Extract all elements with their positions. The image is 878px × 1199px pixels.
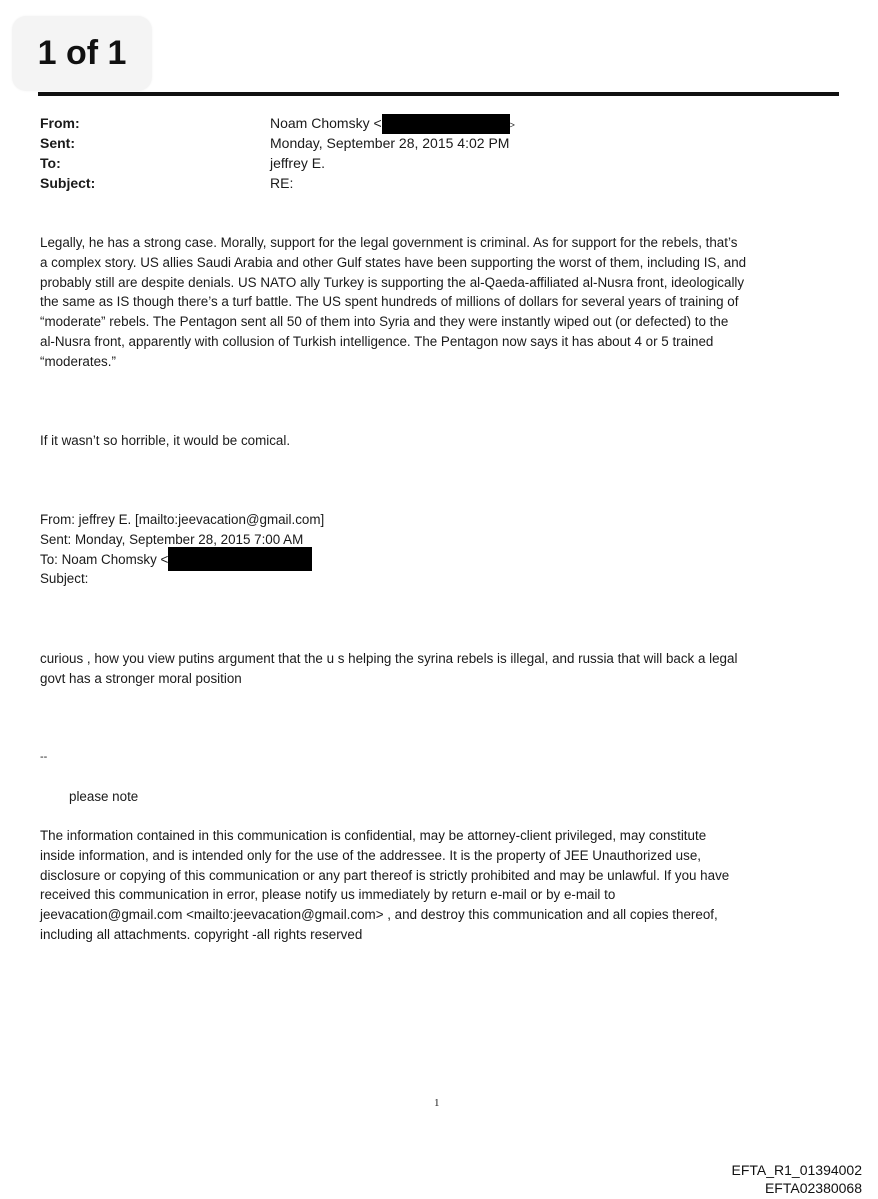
quoted-body bbox=[40, 649, 840, 689]
page-indicator-badge: 1 of 1 bbox=[12, 16, 152, 91]
body-line: a complex story. US allies Saudi Arabia and other Gulf states have been supporting the worst of them, including IS, and bbox=[40, 254, 747, 270]
sent-label: Sent: bbox=[40, 135, 75, 151]
body-line: “moderates.” bbox=[40, 353, 116, 369]
subject-value: RE: bbox=[270, 175, 294, 191]
body-line: probably still are despite denials. US NATO ally Turkey is supporting the al-Qaeda-affiliated al-Nusra front, ideologically bbox=[40, 274, 745, 290]
disclaimer-line: received this communication in error, please notify us immediately by return e-mail or by e-mail to bbox=[40, 887, 616, 903]
redaction-bar bbox=[168, 547, 312, 571]
body-line: “moderate” rebels. The Pentagon sent all 50 of them into Syria and they were instantly wiped out (or defected) to the bbox=[40, 314, 729, 330]
disclaimer-line: The information contained in this communication is confidential, may be attorney-client privileged, may constitute bbox=[40, 828, 707, 843]
note-line: please note bbox=[69, 789, 139, 804]
closing-line: If it wasn’t so horrible, it would be comical. bbox=[40, 433, 291, 448]
disclaimer bbox=[40, 826, 840, 945]
disclaimer-line: including all attachments. copyright -all rights reserved bbox=[40, 926, 363, 942]
page-number: 1 bbox=[434, 1097, 440, 1109]
doc-id-primary: EFTA_R1_01394002 bbox=[731, 1162, 862, 1178]
from-label: From: bbox=[40, 115, 80, 131]
signature-note bbox=[69, 787, 869, 807]
quoted-to-text: To: Noam Chomsky < bbox=[40, 551, 169, 567]
sent-row bbox=[40, 133, 840, 153]
from-sender: Noam Chomsky < bbox=[270, 115, 382, 131]
quoted-from: From: jeffrey E. [mailto:jeevacation@gmail.com] bbox=[40, 512, 325, 527]
from-value bbox=[270, 113, 515, 135]
reply-closing bbox=[40, 431, 840, 451]
dash-separator: -- bbox=[40, 751, 48, 763]
disclaimer-line: inside information, and is intended only for the use of the addressee. It is the property of JEE Unauthorized use, bbox=[40, 847, 701, 863]
quoted-header bbox=[40, 510, 840, 589]
to-label: To: bbox=[40, 155, 61, 171]
quoted-subject: Subject: bbox=[40, 571, 89, 587]
quoted-to bbox=[40, 550, 840, 570]
subject-label: Subject: bbox=[40, 175, 96, 191]
quoted-line: curious , how you view putins argument that the u s helping the syrina rebels is illegal, and russia that will back a legal bbox=[40, 651, 738, 666]
signature-dashes bbox=[40, 748, 840, 768]
header-divider bbox=[38, 92, 839, 96]
reply-body bbox=[40, 233, 840, 372]
from-row bbox=[40, 113, 840, 133]
to-value: jeffrey E. bbox=[270, 155, 325, 171]
sent-value: Monday, September 28, 2015 4:02 PM bbox=[270, 135, 510, 151]
body-line: the same as IS though there’s a turf battle. The US spent hundreds of millions of dollars for several years of training of bbox=[40, 294, 739, 310]
redaction-bar bbox=[382, 114, 510, 134]
quoted-line: govt has a stronger moral position bbox=[40, 670, 242, 686]
from-sender-tail: > bbox=[509, 120, 515, 130]
disclaimer-line: disclosure or copying of this communication or any part thereof is strictly prohibited and may be unlawful. If you have bbox=[40, 867, 730, 883]
subject-row bbox=[40, 173, 840, 193]
body-line: al-Nusra front, apparently with collusion of Turkish intelligence. The Pentagon now says it has about 4 or 5 trained bbox=[40, 333, 714, 349]
body-line: Legally, he has a strong case. Morally, support for the legal government is criminal. As for support for the rebels, that’s bbox=[40, 235, 738, 250]
disclaimer-line: jeevacation@gmail.com <mailto:jeevacation@gmail.com> , and destroy this communication and all copies thereof, bbox=[40, 907, 718, 923]
to-row bbox=[40, 153, 840, 173]
doc-id-secondary: EFTA02380068 bbox=[764, 1180, 862, 1196]
quoted-sent: Sent: Monday, September 28, 2015 7:00 AM bbox=[40, 531, 304, 547]
